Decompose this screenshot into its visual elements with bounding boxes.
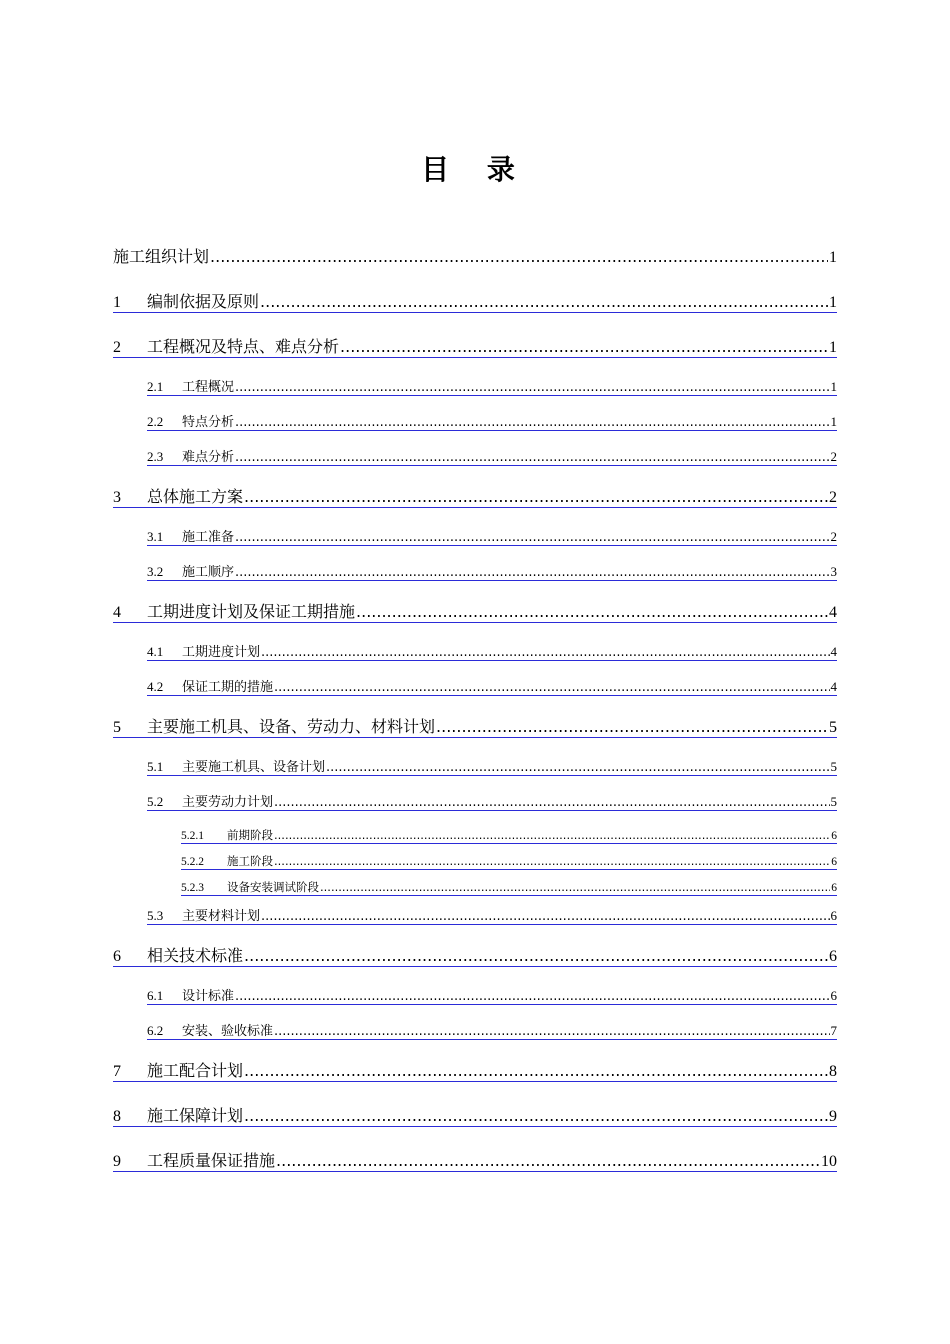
toc-leader-dots — [235, 380, 829, 395]
toc-leader-dots — [274, 680, 829, 695]
toc-entry-page: 6 — [830, 908, 837, 923]
toc-leader-dots — [261, 645, 829, 660]
toc-entry-level2[interactable] — [147, 561, 837, 581]
toc-entry-level1[interactable] — [113, 714, 837, 738]
toc-entry-page: 8 — [829, 1063, 837, 1080]
toc-entry-page: 1 — [829, 339, 837, 356]
toc-entry-level1[interactable] — [113, 943, 837, 967]
toc-entry-page: 6 — [831, 856, 837, 868]
toc-entry-number: 3.1 — [147, 529, 164, 544]
toc-leader-dots — [274, 795, 829, 810]
toc-entry-page: 5 — [830, 794, 837, 809]
toc-entry-text: 主要材料计划 — [182, 909, 261, 924]
toc-entry-page: 5 — [829, 719, 837, 736]
toc-entry-level2[interactable] — [147, 641, 837, 661]
toc-entry-page: 7 — [830, 1023, 837, 1038]
toc-entry-page: 4 — [830, 644, 837, 659]
toc-entry-text: 特点分析 — [182, 415, 235, 430]
toc-leader-dots — [235, 415, 829, 430]
toc-entry-level3[interactable] — [181, 827, 837, 844]
toc-leader-dots — [261, 909, 829, 924]
toc-entry-page: 6 — [829, 948, 837, 965]
toc-entry-level2[interactable] — [147, 756, 837, 776]
toc-entry-text: 工程概况及特点、难点分析 — [147, 337, 340, 356]
toc-entry-page: 4 — [830, 679, 837, 694]
toc-entry-number: 4.2 — [147, 679, 164, 694]
toc-entry-level1[interactable] — [113, 484, 837, 508]
toc-entry-number: 5.2 — [147, 794, 164, 809]
toc-entry-text: 工程质量保证措施 — [147, 1151, 276, 1170]
toc-entry-level2[interactable] — [147, 676, 837, 696]
toc-leader-dots — [235, 565, 829, 580]
toc-entry-number: 5.3 — [147, 908, 164, 923]
toc-entry-page: 1 — [830, 379, 837, 394]
toc-leader-dots — [244, 1061, 828, 1080]
toc-entry-page: 5 — [830, 759, 837, 774]
toc-entry-page: 10 — [821, 1153, 837, 1170]
toc-entry-number: 9 — [113, 1153, 121, 1170]
toc-entry-level1[interactable] — [113, 1058, 837, 1082]
toc-entry-level0[interactable] — [113, 244, 837, 267]
toc-entry-text: 主要劳动力计划 — [182, 795, 274, 810]
toc-entry-text: 总体施工方案 — [147, 487, 244, 506]
toc-entry-text: 施工准备 — [182, 530, 235, 545]
toc-leader-dots — [244, 946, 828, 965]
toc-leader-dots — [276, 1151, 820, 1170]
toc-entry-page: 1 — [829, 249, 837, 266]
toc-entry-page: 6 — [831, 830, 837, 842]
toc-entry-level3[interactable] — [181, 853, 837, 870]
toc-leader-dots — [274, 828, 830, 842]
toc-leader-dots — [235, 530, 829, 545]
toc-leader-dots — [436, 717, 828, 736]
toc-entry-text: 工程概况 — [182, 380, 235, 395]
toc-entry-page: 1 — [830, 414, 837, 429]
toc-leader-dots — [244, 1106, 828, 1125]
toc-entry-level3[interactable] — [181, 879, 837, 896]
toc-entry-text: 难点分析 — [182, 450, 235, 465]
toc-entry-text: 施工保障计划 — [147, 1106, 244, 1125]
toc-leader-dots — [235, 989, 829, 1004]
toc-title: 目 录 — [421, 153, 529, 186]
toc-entry-text: 主要施工机具、设备计划 — [182, 760, 326, 775]
toc-entry-page: 3 — [830, 564, 837, 579]
toc-entry-level2[interactable] — [147, 526, 837, 546]
toc-entry-text: 施工阶段 — [227, 854, 273, 868]
toc-entry-number: 5.2.1 — [181, 830, 204, 842]
toc-entry-level1[interactable] — [113, 289, 837, 313]
toc-entry-level2[interactable] — [147, 905, 837, 925]
toc-entry-text: 设备安装调试阶段 — [227, 880, 319, 894]
toc-entry-number: 6.1 — [147, 988, 164, 1003]
toc-leader-dots — [320, 880, 830, 894]
toc-entry-number: 6.2 — [147, 1023, 164, 1038]
toc-entry-page: 6 — [830, 988, 837, 1003]
toc-entry-level2[interactable] — [147, 791, 837, 811]
toc-leader-dots — [274, 1024, 829, 1039]
toc-entry-number: 5.2.3 — [181, 882, 204, 894]
toc-entry-number: 2.2 — [147, 414, 164, 429]
toc-entry-number: 7 — [113, 1063, 121, 1080]
toc-entry-number: 4 — [113, 604, 121, 621]
toc-leader-dots — [340, 337, 828, 356]
toc-entry-number: 6 — [113, 948, 121, 965]
toc-entry-text: 施工组织计划 — [113, 247, 210, 266]
toc-entry-page: 2 — [830, 529, 837, 544]
toc-entry-level1[interactable] — [113, 334, 837, 358]
toc-leader-dots — [210, 247, 828, 266]
toc-entry-page: 6 — [831, 882, 837, 894]
toc-entry-number: 4.1 — [147, 644, 164, 659]
toc-entry-level2[interactable] — [147, 446, 837, 466]
toc-entry-level2[interactable] — [147, 411, 837, 431]
toc-entry-level2[interactable] — [147, 985, 837, 1005]
toc-leader-dots — [356, 602, 828, 621]
toc-leader-dots — [326, 760, 829, 775]
toc-entry-text: 编制依据及原则 — [147, 292, 260, 311]
toc-entry-text: 安装、验收标准 — [182, 1024, 274, 1039]
toc-entry-text: 保证工期的措施 — [182, 680, 274, 695]
toc-entry-text: 主要施工机具、设备、劳动力、材料计划 — [147, 717, 436, 736]
toc-entry-page: 4 — [829, 604, 837, 621]
toc-entry-page: 2 — [829, 489, 837, 506]
toc-leader-dots — [274, 854, 830, 868]
toc-entry-text: 工期进度计划及保证工期措施 — [147, 602, 356, 621]
toc-entry-number: 2.3 — [147, 449, 164, 464]
toc-entry-text: 相关技术标准 — [147, 946, 244, 965]
toc-entry-number: 5.1 — [147, 759, 164, 774]
toc-entry-page: 9 — [829, 1108, 837, 1125]
toc-entry-level2[interactable] — [147, 376, 837, 396]
toc-entry-level1[interactable] — [113, 599, 837, 623]
toc-entry-number: 5.2.2 — [181, 856, 204, 868]
toc-entry-text: 施工顺序 — [182, 565, 235, 580]
toc-entry-number: 2 — [113, 339, 121, 356]
toc-entry-number: 3.2 — [147, 564, 164, 579]
toc-entry-text: 工期进度计划 — [182, 645, 261, 660]
toc-entry-number: 2.1 — [147, 379, 164, 394]
toc-entry-text: 设计标准 — [182, 989, 235, 1004]
toc-entry-text: 前期阶段 — [227, 828, 273, 842]
toc-leader-dots — [260, 292, 828, 311]
toc-entry-number: 8 — [113, 1108, 121, 1125]
toc-leader-dots — [235, 450, 829, 465]
toc-entry-number: 3 — [113, 489, 121, 506]
toc-entry-page: 2 — [830, 449, 837, 464]
toc-entry-number: 1 — [113, 294, 121, 311]
toc-entry-level1[interactable] — [113, 1148, 837, 1172]
toc-leader-dots — [244, 487, 828, 506]
toc-entry-level1[interactable] — [113, 1103, 837, 1127]
toc-entry-text: 施工配合计划 — [147, 1061, 244, 1080]
toc-entry-page: 1 — [829, 294, 837, 311]
toc-entry-number: 5 — [113, 719, 121, 736]
toc-entry-level2[interactable] — [147, 1020, 837, 1040]
